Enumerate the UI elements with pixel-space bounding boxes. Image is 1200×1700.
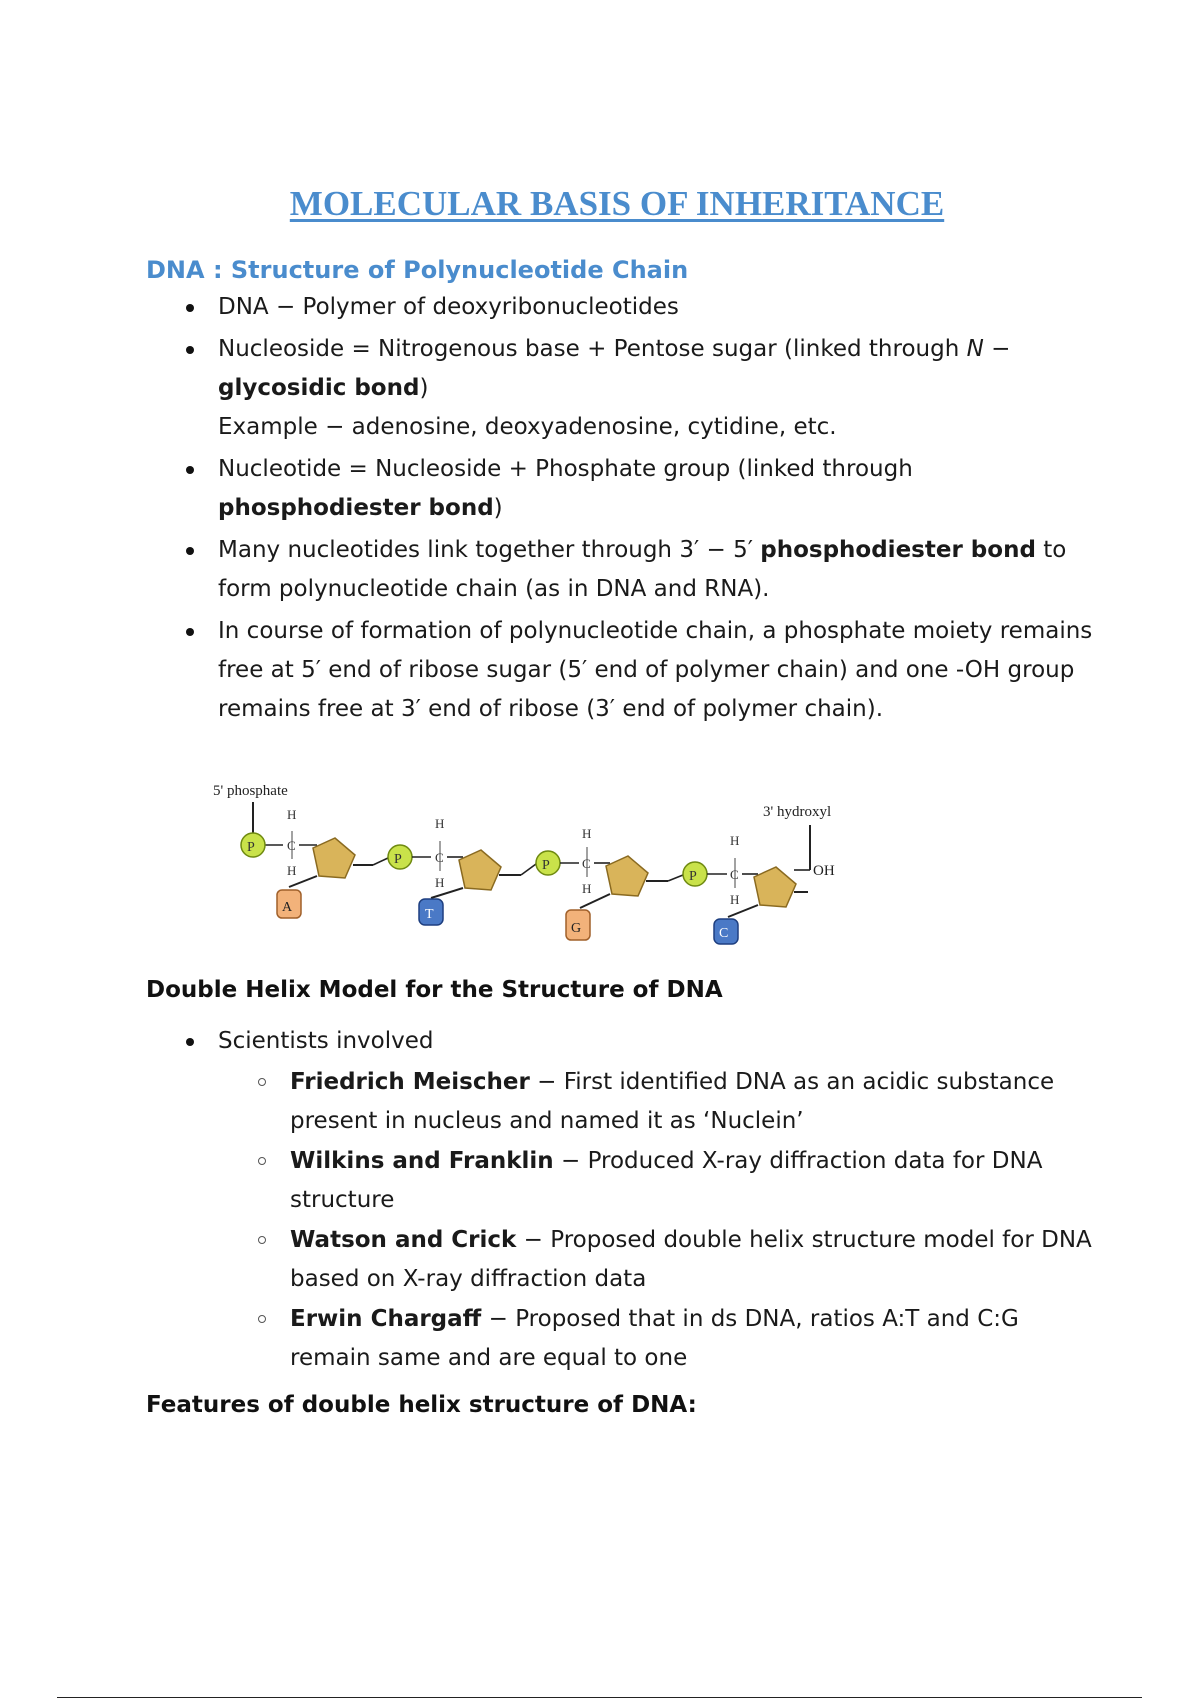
list-item: DNA − Polymer of deoxyribonucleotides: [146, 288, 1096, 327]
scientists-list: [218, 1063, 1096, 1378]
example-text: Example − adenosine, deoxyadenosine, cytidine, etc.: [218, 414, 837, 440]
phosphate-label: P: [247, 840, 255, 855]
phosphate-label: P: [689, 869, 697, 884]
list-item: Many nucleotides link together through 3′ − 5′ phosphodiester bond to form polynucleotide chain (as in DNA and RNA).: [146, 531, 1096, 609]
page-title: MOLECULAR BASIS OF INHERITANCE: [289, 184, 945, 223]
carbon-label: C: [435, 850, 444, 865]
polynucleotide-chain-diagram: [205, 775, 855, 955]
hydroxyl-label: OH: [813, 863, 835, 879]
section-heading-dna-structure: DNA : Structure of Polynucleotide Chain: [146, 256, 689, 284]
list-item: Nucleotide = Nucleoside + Phosphate group (linked through phosphodiester bond): [146, 450, 1096, 528]
carbon-label: C: [730, 867, 739, 882]
footer-divider: [57, 1697, 1142, 1698]
phosphate-label: P: [542, 858, 550, 873]
base-label: C: [719, 926, 729, 941]
base-label: T: [425, 907, 434, 922]
scientist-item: Watson and Crick − Proposed double helix structure model for DNA based on X-ray diffraction data: [218, 1221, 1096, 1299]
dna-structure-list: [146, 288, 1096, 732]
deoxyribose-sugar: [313, 838, 355, 878]
hydrogen-label: H: [435, 875, 445, 890]
section-heading-double-helix: Double Helix Model for the Structure of DNA: [146, 977, 723, 1003]
nucleotide-unit-3: [521, 826, 668, 940]
scientist-item: Wilkins and Franklin − Produced X-ray diffraction data for DNA structure: [218, 1142, 1096, 1220]
scientist-item: Friedrich Meischer − First identified DNA as an acidic substance present in nucleus and named it as ‘Nuclein’: [218, 1063, 1096, 1141]
hydrogen-label: H: [730, 892, 740, 907]
scientist-item: Erwin Chargaff − Proposed that in ds DNA, ratios A:T and C:G remain same and are equal to one: [218, 1300, 1096, 1378]
base-label: A: [282, 900, 293, 915]
deoxyribose-sugar: [606, 856, 648, 896]
list-item: Scientists involved Friedrich Meischer − First identified DNA as an acidic substance present in nucleus and named it as ‘Nuclein’ Wilkins and Franklin − Produced X-ray diffraction data for DNA structure Watson and Crick − Proposed double helix structure model for DNA based on X-ray diffraction data Erwin Chargaff − Proposed that in ds DNA, ratios A:T and C:G remain same and are equal to one: [146, 1022, 1096, 1378]
list-item: Nucleoside = Nitrogenous base + Pentose sugar (linked through N − glycosidic bond) Example − adenosine, deoxyadenosine, cytidine, etc.: [146, 330, 1096, 447]
carbon-label: C: [287, 838, 296, 853]
nucleotide-unit-2: [373, 816, 521, 925]
double-helix-list: [146, 1022, 1096, 1381]
section-heading-features: Features of double helix structure of DNA:: [146, 1392, 697, 1418]
hydrogen-label: H: [582, 881, 592, 896]
label-3-prime-hydroxyl: 3' hydroxyl: [763, 804, 832, 820]
hydrogen-label: H: [730, 833, 740, 848]
list-item: In course of formation of polynucleotide chain, a phosphate moiety remains free at 5′ end of ribose sugar (5′ end of polymer chain) and one -OH group remains free at 3′ end of ribose (3′ end of polymer chain).: [146, 612, 1096, 729]
carbon-label: C: [582, 856, 591, 871]
deoxyribose-sugar: [459, 850, 501, 890]
hydrogen-label: H: [287, 807, 297, 822]
deoxyribose-sugar: [754, 867, 796, 907]
hydrogen-label: H: [287, 863, 297, 878]
hydrogen-label: H: [582, 826, 592, 841]
label-5-prime-phosphate: 5' phosphate: [213, 783, 288, 799]
base-label: G: [571, 921, 582, 936]
hydrogen-label: H: [435, 816, 445, 831]
nucleotide-unit-1: [241, 807, 373, 918]
phosphate-label: P: [394, 852, 402, 867]
